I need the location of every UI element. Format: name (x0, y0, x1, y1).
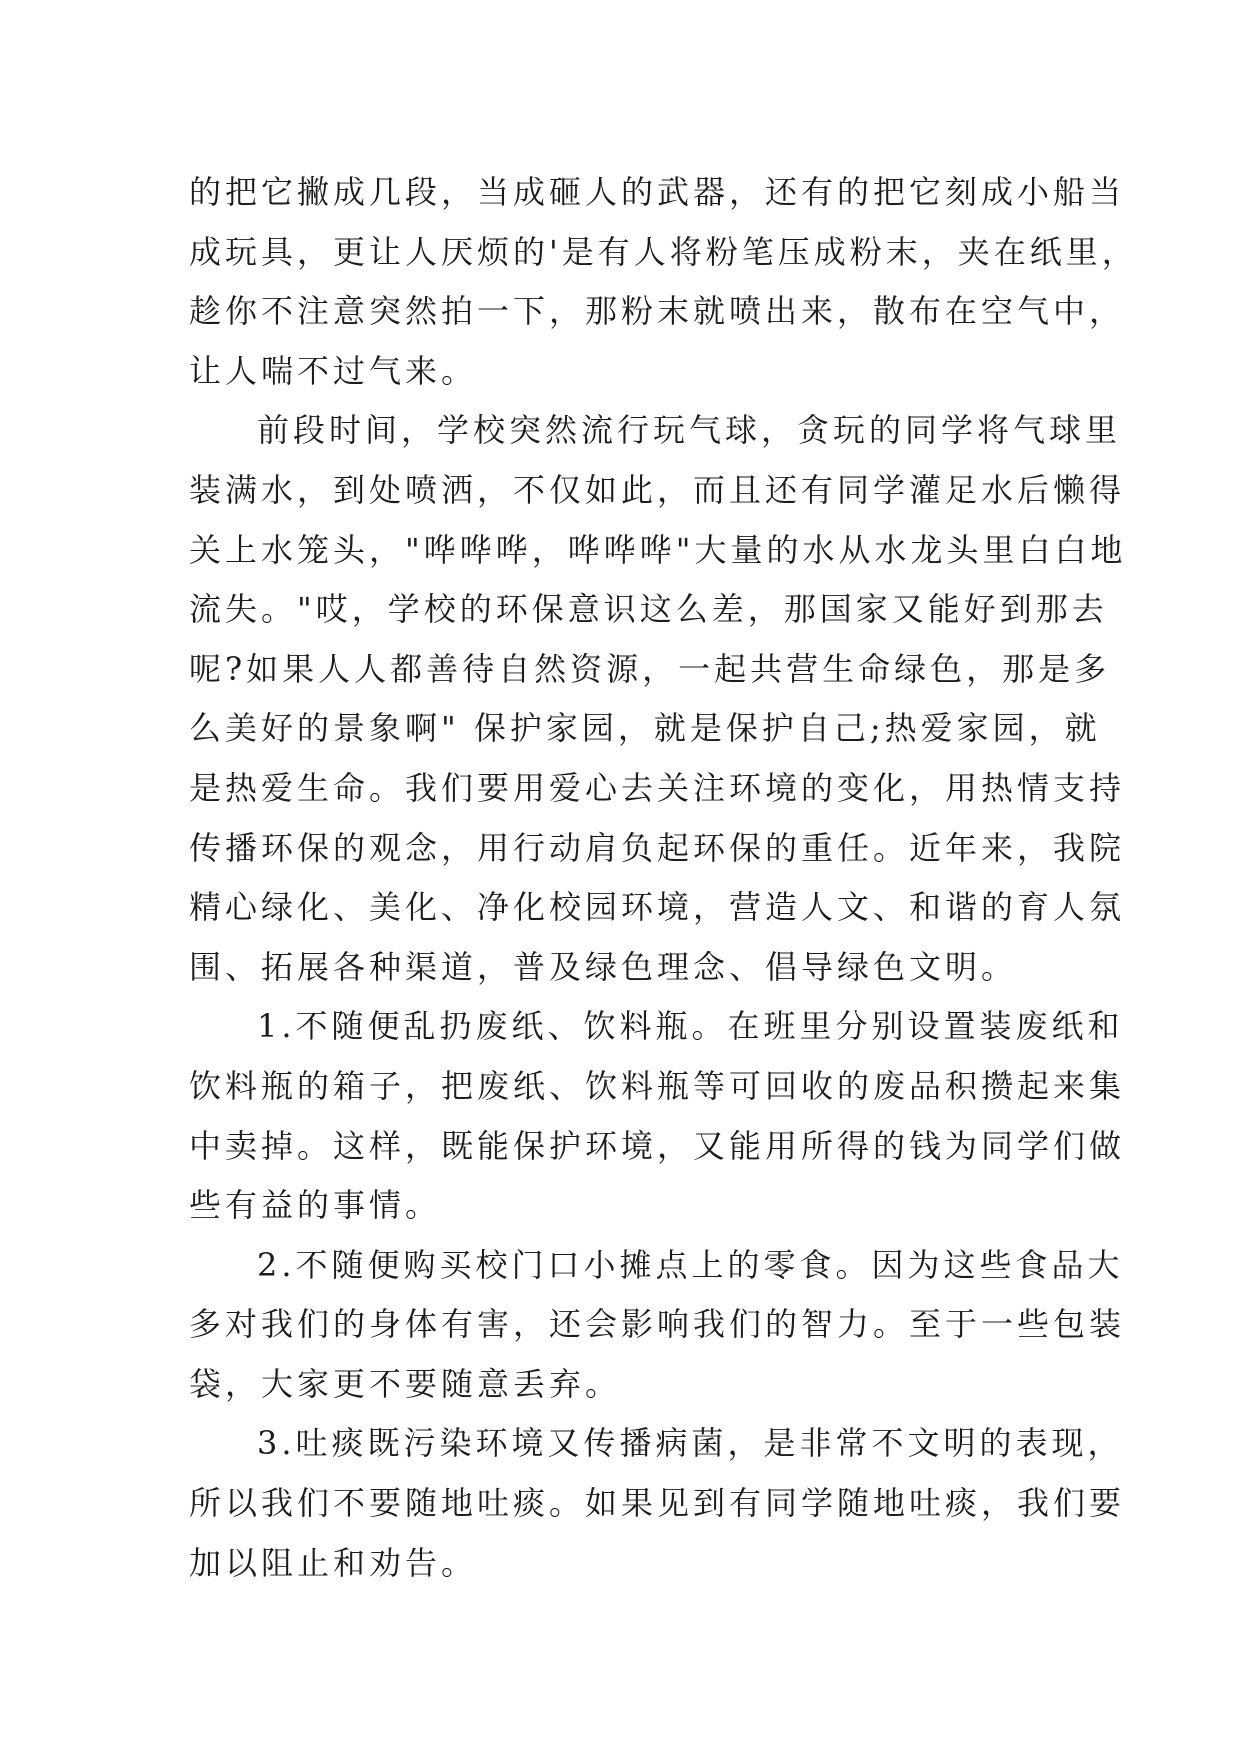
paragraph-item-3 (189, 1414, 1126, 1593)
document-body (189, 163, 1138, 1593)
text-line: 所以我们不要随地吐痰。如果见到有同学随地吐痰，我们要 (189, 1484, 1126, 1523)
text-line: 些有益的事情。 (189, 1186, 442, 1225)
paragraph-chalk-misuse (189, 163, 1138, 401)
text-line: 成玩具，更让人厌烦的'是有人将粉笔压成粉末，夹在纸里， (189, 232, 1138, 271)
text-line: 趁你不注意突然拍一下，那粉末就喷出来，散布在空气中， (189, 292, 1126, 331)
text-line: 关上水笼头，"哗哗哗，哗哗哗"大量的水从水龙头里白白地 (189, 530, 1127, 569)
text-line: 2.不随便购买校门口小摊点上的零食。因为这些食品大 (257, 1245, 1124, 1284)
text-line: 饮料瓶的箱子，把废纸、饮料瓶等可回收的废品积攒起来集 (189, 1066, 1126, 1105)
text-line: 3.吐痰既污染环境又传播病菌，是非常不文明的表现， (257, 1424, 1124, 1463)
text-line: 装满水，到处喷洒，不仅如此，而且还有同学灌足水后懒得 (189, 470, 1126, 509)
text-line: 1.不随便乱扔废纸、饮料瓶。在班里分别设置装废纸和 (257, 1007, 1124, 1046)
text-line: 让人喘不过气来。 (189, 351, 478, 390)
text-line: 的把它撇成几段，当成砸人的武器，还有的把它刻成小船当 (189, 173, 1126, 211)
paragraph-item-2 (189, 1236, 1126, 1415)
text-line: 加以阻止和劝告。 (189, 1543, 478, 1582)
text-line: 流失。"哎，学校的环保意识这么差，那国家又能好到那去 (189, 590, 1108, 629)
text-line: 多对我们的身体有害，还会影响我们的智力。至于一些包装 (189, 1305, 1126, 1344)
text-line: 精心绿化、美化、净化校园环境，营造人文、和谐的育人氛 (189, 888, 1126, 927)
text-line: 前段时间，学校突然流行玩气球，贪玩的同学将气球里 (257, 411, 1122, 450)
paragraph-water-balloons (189, 401, 1127, 997)
text-line: 呢?如果人人都善待自然资源，一起共营生命绿色，那是多 (189, 649, 1111, 688)
text-line: 袋，大家更不要随意丢弃。 (189, 1364, 622, 1403)
text-line: 么美好的景象啊" 保护家园，就是保护自己;热爱家园，就 (189, 709, 1101, 748)
text-line: 传播环保的观念，用行动肩负起环保的重任。近年来，我院 (189, 828, 1126, 867)
paragraph-item-1 (189, 997, 1126, 1235)
text-line: 是热爱生命。我们要用爱心去关注环境的变化，用热情支持 (189, 768, 1126, 807)
text-line: 中卖掉。这样，既能保护环境，又能用所得的钱为同学们做 (189, 1126, 1126, 1165)
text-line: 围、拓展各种渠道，普及绿色理念、倡导绿色文明。 (189, 947, 1018, 986)
